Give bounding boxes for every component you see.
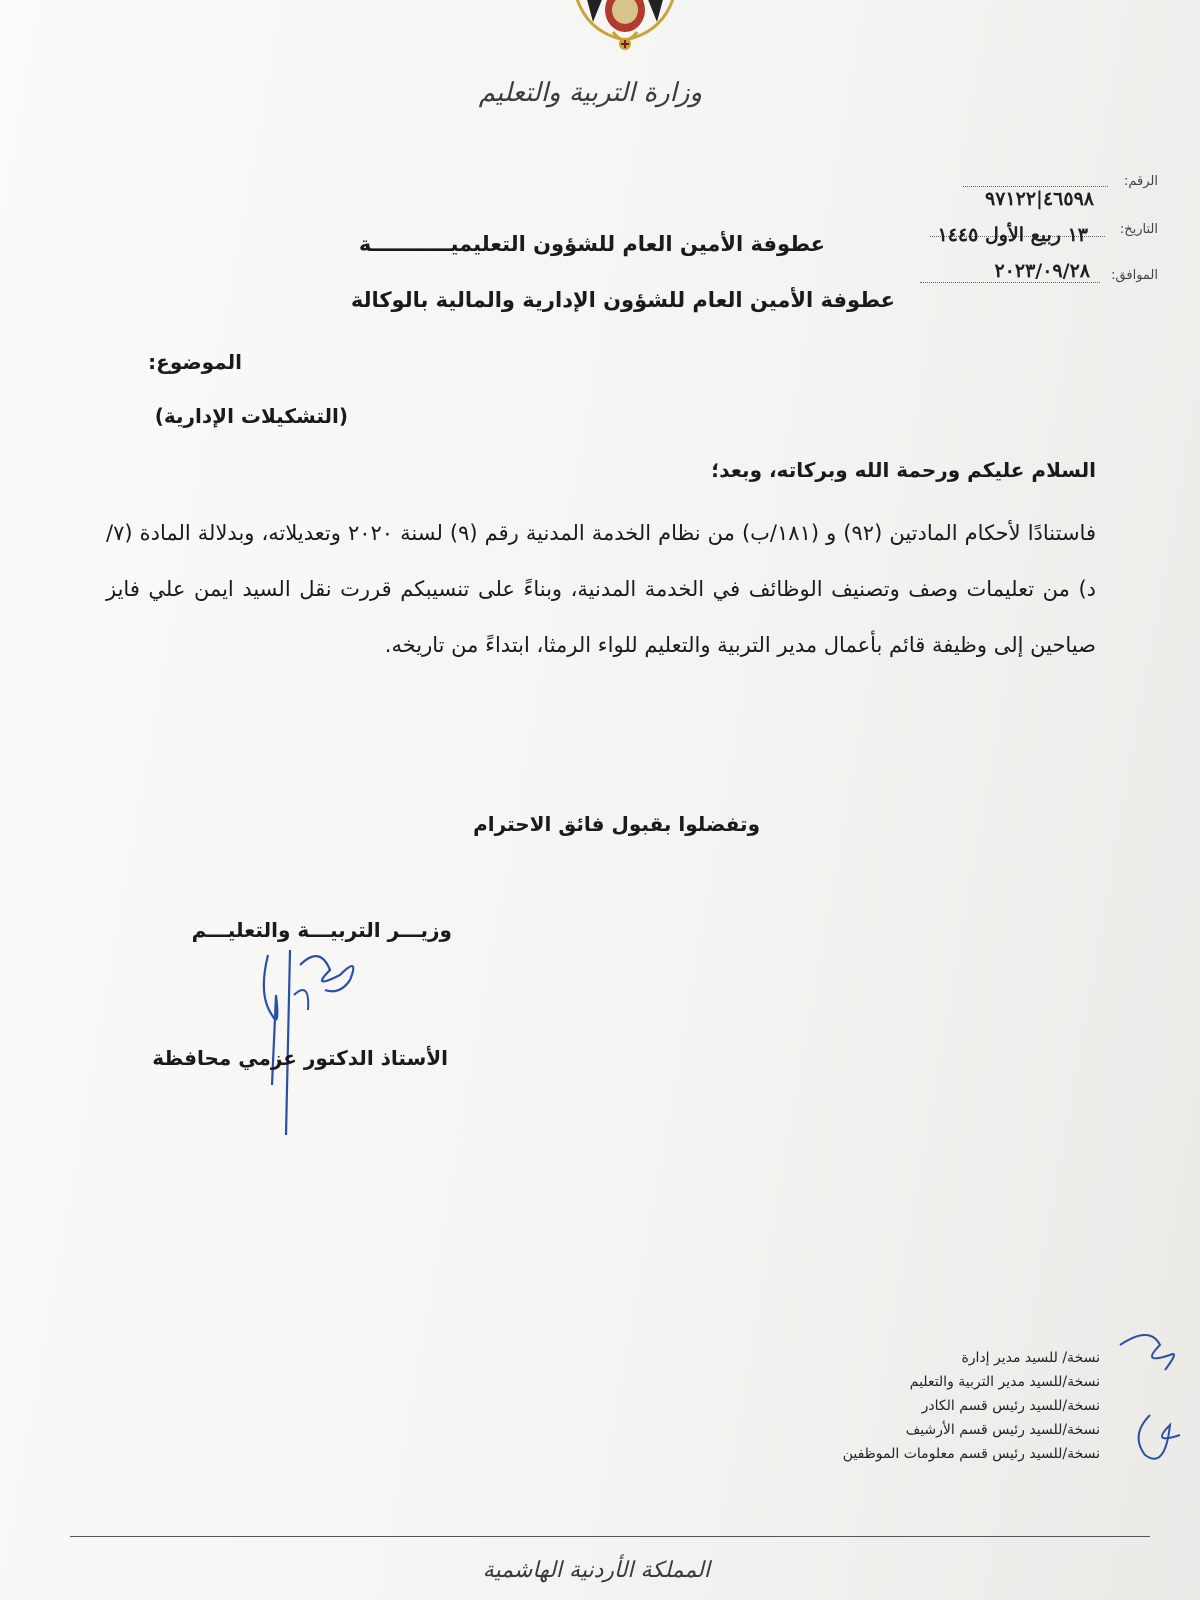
addressee-1: عطوفة الأمين العام للشؤون التعليميـــــــــــة (358, 232, 825, 256)
closing-line: وتفضلوا بقبول فائق الاحترام (473, 812, 760, 836)
copy-line: نسخة/للسيد رئيس قسم معلومات الموظفين (842, 1446, 1100, 1462)
signatory-title: وزيـــر التربيـــة والتعليـــم (191, 918, 452, 942)
ref-dotted-line (963, 176, 1108, 187)
initials-signature (1110, 1325, 1190, 1485)
ref-label: الرقم: (1124, 174, 1158, 189)
handwritten-signature (250, 935, 380, 1135)
subject-label: الموضوع: (148, 350, 242, 374)
footer-divider (70, 1536, 1150, 1537)
copy-line: نسخة/للسيد مدير التربية والتعليم (909, 1374, 1100, 1390)
copy-line: نسخة/للسيد رئيس قسم الكادر (921, 1398, 1100, 1414)
signatory-name: الأستاذ الدكتور عزمي محافظة (152, 1046, 448, 1070)
addressee-2: عطوفة الأمين العام للشؤون الإدارية والمالية بالوكالة (350, 288, 895, 312)
date-value: ١٣ ربيع الأول ١٤٤٥ (937, 224, 1088, 246)
jordan-crest-emblem (565, 0, 685, 62)
greeting: السلام عليكم ورحمة الله وبركاته، وبعد؛ (711, 458, 1096, 482)
copies-list (843, 1346, 1100, 1466)
date-label: التاريخ: (1119, 222, 1158, 237)
copy-line: نسخة/ للسيد مدير إدارة (961, 1350, 1100, 1366)
gregorian-label: الموافق: (1111, 268, 1158, 283)
ministry-logo-text: وزارة التربية والتعليم (478, 78, 702, 108)
gregorian-value: ٢٠٢٣/٠٩/٢٨ (994, 260, 1090, 282)
footer-kingdom-name: المملكة الأردنية الهاشمية (482, 1558, 710, 1583)
subject-text: (التشكيلات الإدارية) (154, 404, 348, 428)
copy-line: نسخة/للسيد رئيس قسم الأرشيف (905, 1422, 1100, 1438)
ref-value: ٤٦٥٩٨|٩٧١٢٢ (985, 188, 1094, 210)
letter-body: فاستنادًا لأحكام المادتين (٩٢) و (١٨١/ب) من نظام الخدمة المدنية رقم (٩) لسنة ٢٠٢٠ وتعديلاته، وبدلالة المادة (٧/د) من تعليمات وصف وتصنيف الوظائف في الخدمة المدنية، وبناءً على تنسيبكم قررت نقل السيد ايمن علي فايز صياحين إلى وظيفة قائم بأعمال مدير التربية والتعليم للواء الرمثا، ابتداءً من تاريخه. (106, 521, 1096, 657)
